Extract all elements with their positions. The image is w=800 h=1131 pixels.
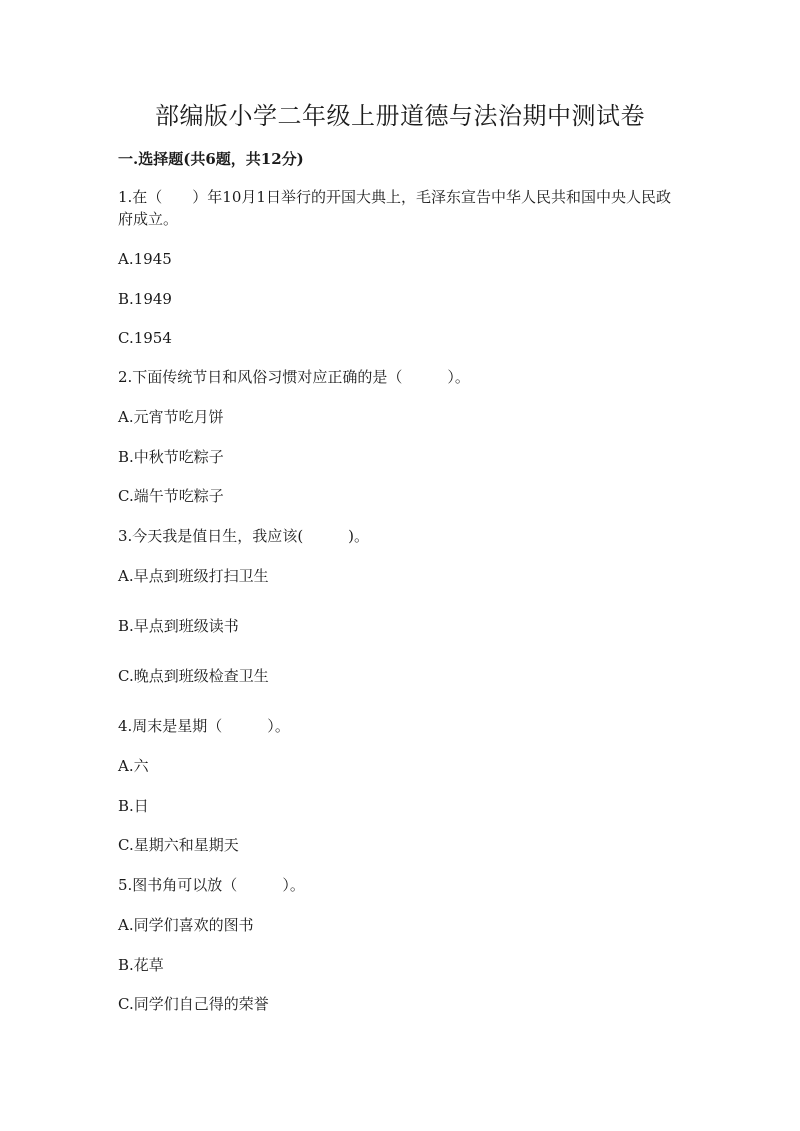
question-5-option-b: B.花草 [118, 956, 164, 974]
question-1-option-b: B.1949 [118, 290, 172, 308]
question-5-option-a: A.同学们喜欢的图书 [118, 916, 254, 934]
question-4-option-c: C.星期六和星期天 [118, 836, 239, 854]
question-4-option-a: A.六 [118, 757, 149, 775]
page-title: 部编版小学二年级上册道德与法治期中测试卷 [155, 102, 645, 130]
question-5-option-c: C.同学们自己得的荣誉 [118, 995, 269, 1013]
question-3-option-c: C.晚点到班级检查卫生 [118, 667, 269, 685]
question-2-option-c: C.端午节吃粽子 [118, 487, 224, 505]
section-heading: 一.选择题(共6题，共12分) [118, 150, 304, 168]
question-5-stem: 5.图书角可以放（ ）。 [118, 876, 305, 894]
question-3-stem: 3.今天我是值日生，我应该( )。 [118, 527, 370, 545]
question-2-stem: 2.下面传统节日和风俗习惯对应正确的是（ ）。 [118, 368, 470, 386]
question-4-option-b: B.日 [118, 797, 149, 815]
question-3-option-a: A.早点到班级打扫卫生 [118, 567, 269, 585]
question-4-stem: 4.周末是星期（ ）。 [118, 717, 290, 735]
question-3-option-b: B.早点到班级读书 [118, 617, 239, 635]
question-2-option-a: A.元宵节吃月饼 [118, 408, 224, 426]
question-2-option-b: B.中秋节吃粽子 [118, 448, 224, 466]
question-1-stem: 1.在（ ）年10月1日举行的开国大典上，毛泽东宣告中华人民共和国中央人民政府成立。 [118, 188, 671, 228]
question-1-option-c: C.1954 [118, 329, 172, 347]
question-1-option-a: A.1945 [118, 250, 172, 268]
